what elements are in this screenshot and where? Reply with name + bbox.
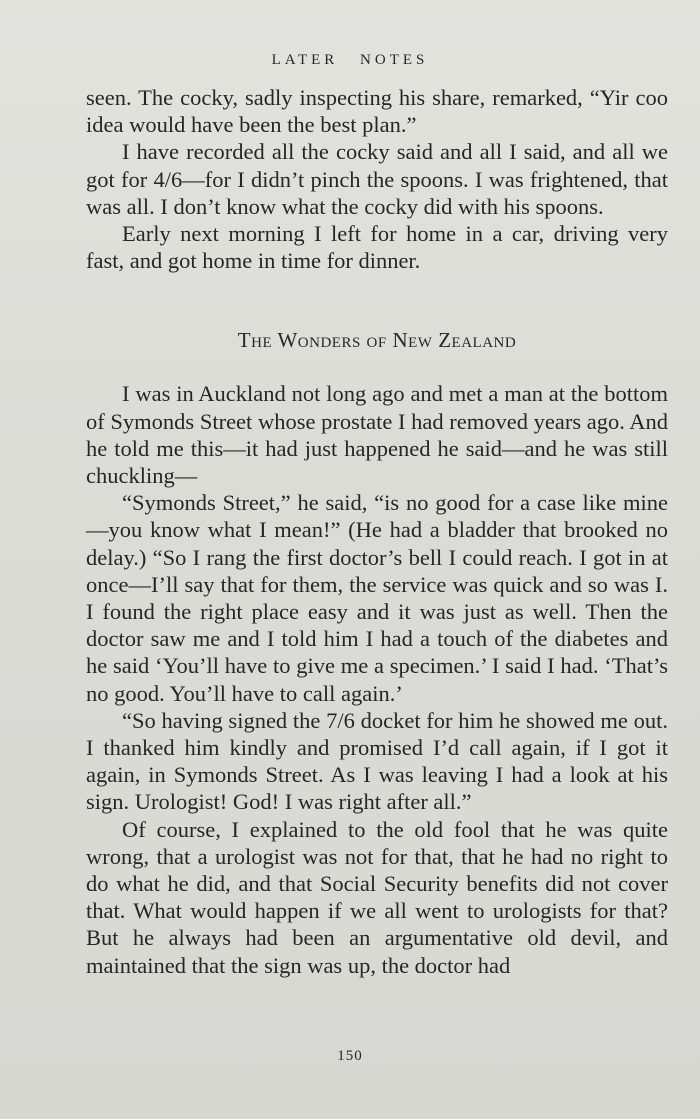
body-text (86, 84, 668, 979)
paragraph: I have recorded all the cocky said and all I said, and all we got for 4/6—for I didn’t pinch the spoons. I was frightened, that was all. I don’t know what the cocky did with his spoons. (86, 139, 668, 219)
paragraph: Of course, I explained to the old fool that he was quite wrong, that a urologist was not for that, that he had no right to do what he did, and that Social Security benefits did not cover that. What would happen if we all went to urologists for that? But he always had been an argumentative old devil, and maintained that the sign was up, the doctor had (86, 816, 668, 978)
section-title: The Wonders of New Zealand (237, 328, 517, 353)
paragraph: “So having signed the 7/6 docket for him he showed me out. I thanked him kindly and promised I’d call again, if I got it again, in Symonds Street. As I was leaving I had a look at his sign. Urologist! God! I was right after all.” (86, 707, 668, 815)
paragraph: I was in Auckland not long ago and met a man at the bottom of Symonds Street whose prostate I had removed years ago. And he told me this—it had just happened he said—and he was still chuckling— (86, 381, 668, 489)
running-head: LATER NOTES (271, 52, 429, 68)
paragraph: “Symonds Street,” he said, “is no good for a case like mine—you know what I mean!” (He had a bladder that brooked no delay.) “So I rang the first doctor’s bell I could reach. I got in at once—I’ll say that for them, the service was quick and so was I. I found the right place easy and it was just as well. Then the doctor saw me and I told him I had a touch of the diabetes and he said ‘You’ll have to give me a specimen.’ I said I had. ‘That’s no good. You’ll have to call again.’ (86, 490, 668, 706)
paragraph: Early next morning I left for home in a car, driving very fast, and got home in time for dinner. (86, 221, 668, 274)
page-number: 150 (337, 1048, 363, 1064)
paragraph: seen. The cocky, sadly inspecting his share, remarked, “Yir coo idea would have been the best plan.” (86, 85, 668, 138)
